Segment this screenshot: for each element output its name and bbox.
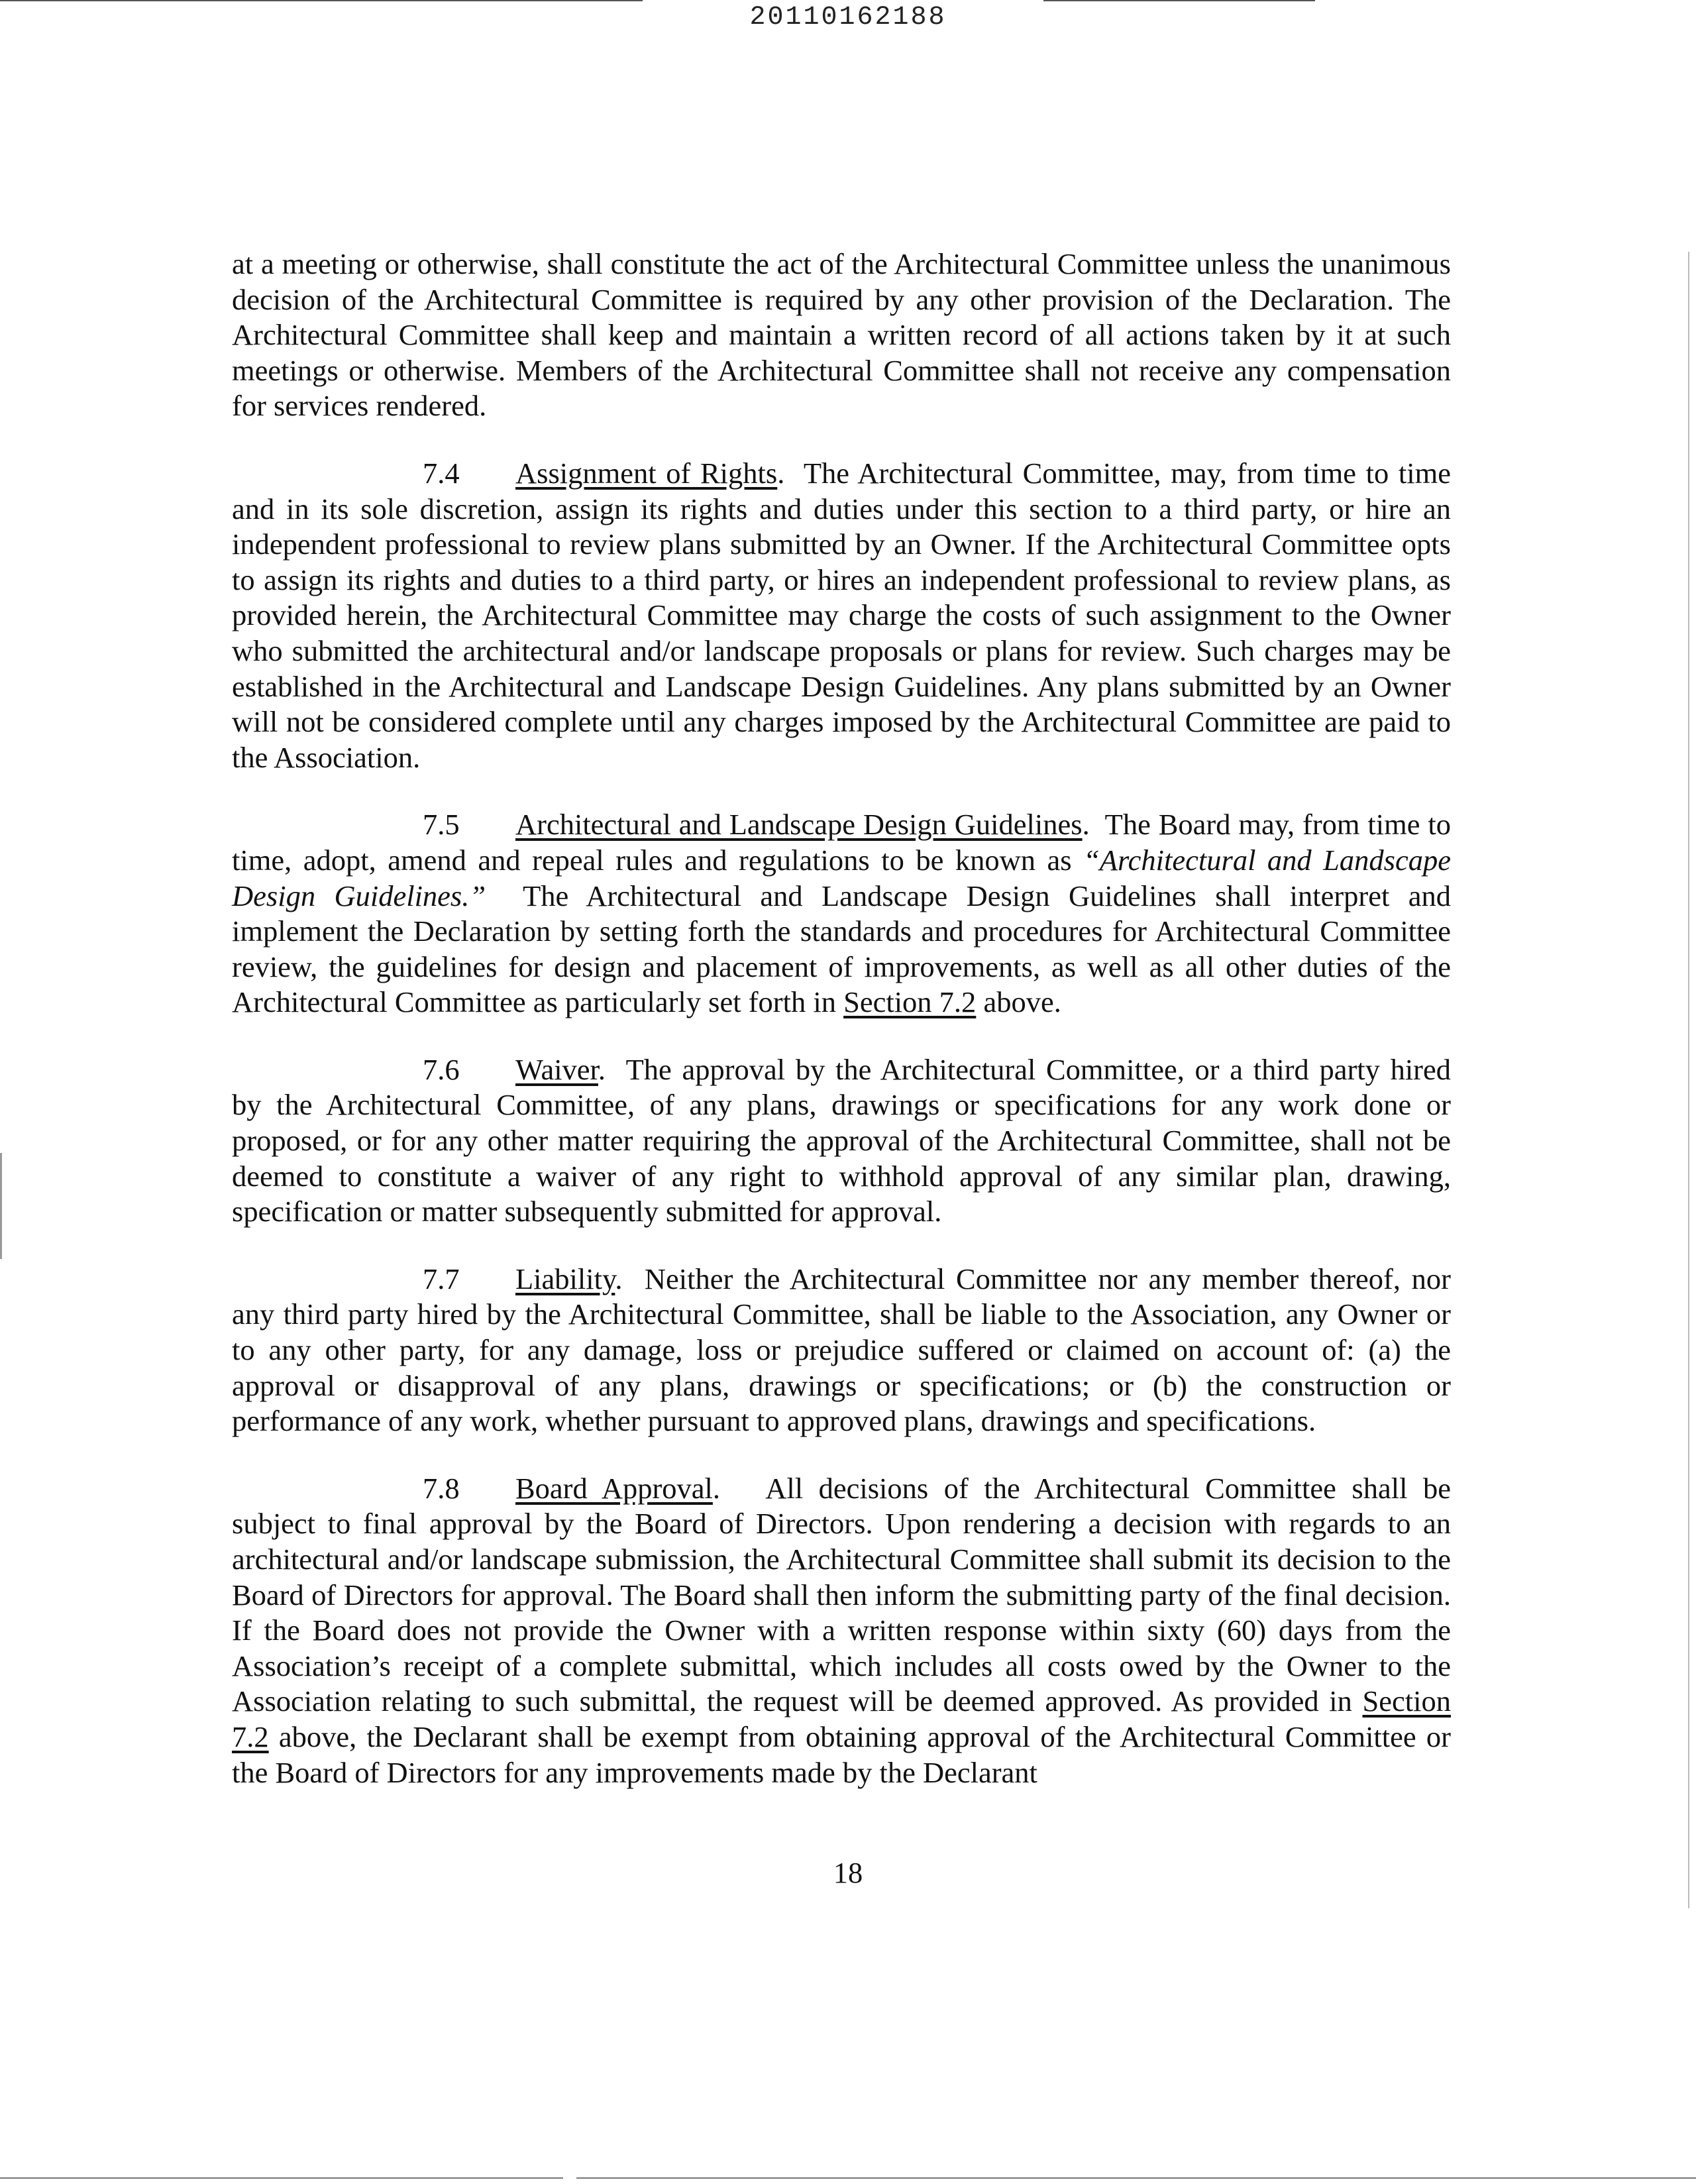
right-edge-mark (1688, 252, 1689, 1908)
opening-paragraph: at a meeting or otherwise, shall constitute the act of the Architectural Committee unless the unanimous decision of the Architectural Committee is required by any other provision of the Declaration. The Architectural Committee shall keep and maintain a written record of all actions taken by it at such meetings or otherwise. Members of the Architectural Committee shall not receive any compensation for services rendered. (232, 247, 1451, 423)
page-number: 18 (833, 1856, 863, 1889)
section-number: 7.6 (423, 1052, 460, 1086)
top-rule-left (0, 0, 643, 1)
section-text-end: above. (983, 985, 1061, 1019)
section-title: Board Approval (515, 1471, 713, 1505)
section-reference: Section 7.2 (843, 985, 977, 1019)
left-edge-mark (0, 1153, 2, 1259)
section-7-4: 7.4 Assignment of Rights. The Architectural Committee, may, from time to time and in its sole discretion, assign its rights and duties under this section to a third party, or hire an independent professional to review plans submitted by an Owner. If the Architectural Committee opts to assign its rights and duties to a third party, or hires an independent professional to review plans, as provided herein, the Architectural Committee may charge the costs of such assignment to the Owner who submitted the architectural and/or landscape proposals or plans for review. Such charges may be established in the Architectural and Landscape Design Guidelines. Any plans submitted by an Owner will not be considered complete until any charges imposed by the Architectural Committee are paid to the Association. (232, 456, 1451, 774)
section-text: Neither the Architectural Committee nor any member thereof, nor any third party hired by the Architectural Committee, shall be liable to the Association, any Owner or to any other party, for any damage, loss or prejudice suffered or claimed on account of: (a) the approval or disapproval of any plans, drawings or specifications; or (b) the construction or performance of any work, whether pursuant to approved plans, drawings and specifications. (232, 1262, 1451, 1438)
bottom-rule-right (576, 2177, 1696, 2179)
defined-term: “Architectural and Landscape Design Guidelines.” (232, 843, 1452, 912)
section-7-5: 7.5 Architectural and Landscape Design Guidelines. The Board may, from time to time, adopt, amend and repeal rules and regulations to be known as “Architectural and Landscape Design Guidelines.” The Architectural and Landscape Design Guidelines shall interpret and implement the Declaration by setting forth the standards and procedures for Architectural Committee review, the guidelines for design and placement of improvements, as well as all other duties of the Architectural Committee as particularly set forth in Section 7.2 above. (232, 808, 1452, 1019)
section-7-6: 7.6 Waiver. The approval by the Architectural Committee, or a third party hired by the Architectural Committee, of any plans, drawings or specifications for any work done or proposed, or for any other matter requiring the approval of the Architectural Committee, shall not be deemed to constitute a waiver of any right to withhold approval of any similar plan, drawing, specification or matter subsequently submitted for approval. (232, 1052, 1452, 1228)
section-7-8: 7.8 Board Approval. All decisions of the Architectural Committee shall be subject to final approval by the Board of Directors. Upon rendering a decision with regards to an architectural and/or landscape submission, the Architectural Committee shall submit its decision to the Board of Directors for approval. The Board shall then inform the submitting party of the final decision. If the Board does not provide the Owner with a written response within sixty (60) days from the Association’s receipt of a complete submittal, which includes all costs owed by the Owner to the Association relating to such submittal, the request will be deemed approved. As provided in Section 7.2 above, the Declarant shall be exempt from obtaining approval of the Architectural Committee or the Board of Directors for any improvements made by the Declarant (232, 1471, 1452, 1789)
document-body (232, 246, 1451, 1822)
section-text: The approval by the Architectural Committee, or a third party hired by the Architectural Committee, of any plans, drawings or specifications for any work done or proposed, or for any other matter requiring the approval of the Architectural Committee, shall not be deemed to constitute a waiver of any right to withhold approval of any similar plan, drawing, specification or matter subsequently submitted for approval. (232, 1052, 1452, 1228)
section-text: The Board may, from time to time, adopt, amend and repeal rules and regulations to be known as (232, 808, 1451, 877)
section-number: 7.8 (423, 1471, 460, 1505)
section-title: Waiver (515, 1052, 598, 1086)
section-title: Architectural and Landscape Design Guidelines (515, 808, 1083, 842)
section-7-7: 7.7 Liability. Neither the Architectural Committee nor any member thereof, nor any third party hired by the Architectural Committee, shall be liable to the Association, any Owner or to any other party, for any damage, loss or prejudice suffered or claimed on account of: (a) the approval or disapproval of any plans, drawings or specifications; or (b) the construction or performance of any work, whether pursuant to approved plans, drawings and specifications. (232, 1262, 1451, 1438)
document-number: 20110162188 (749, 3, 947, 32)
section-text-end: above, the Declarant shall be exempt from obtaining approval of the Architectural Committee or the Board of Directors for any improvements made by the Declarant (232, 1720, 1452, 1789)
section-number: 7.5 (423, 808, 460, 842)
top-rule-right (1043, 0, 1315, 1)
section-text-continued: The Architectural and Landscape Design Guidelines shall interpret and implement the Declaration by setting forth the standards and procedures for Architectural Committee review, the guidelines for design and placement of improvements, as well as all other duties of the Architectural Committee as particularly set forth in (232, 879, 1451, 1019)
section-text: All decisions of the Architectural Committee shall be subject to final approval by the Board of Directors. Upon rendering a decision with regards to an architectural and/or landscape submission, the Architectural Committee shall submit its decision to the Board of Directors for approval. The Board shall then inform the submitting party of the final decision. If the Board does not provide the Owner with a written response within sixty (60) days from the Association’s receipt of a complete submittal, which includes all costs owed by the Owner to the Association relating to such submittal, the request will be deemed approved. As provided in (232, 1471, 1451, 1718)
section-title: Assignment of Rights (515, 456, 778, 490)
section-number: 7.4 (423, 456, 460, 490)
section-reference: Section 7.2 (232, 1684, 1451, 1753)
section-title: Liability (515, 1262, 615, 1295)
bottom-rule-left (0, 2177, 563, 2179)
section-text: The Architectural Committee, may, from time to time and in its sole discretion, assign its rights and duties under this section to a third party, or hire an independent professional to review plans submitted by an Owner. If the Architectural Committee opts to assign its rights and duties to a third party, or hires an independent professional to review plans, as provided herein, the Architectural Committee may charge the costs of such assignment to the Owner who submitted the architectural and/or landscape proposals or plans for review. Such charges may be established in the Architectural and Landscape Design Guidelines. Any plans submitted by an Owner will not be considered complete until any charges imposed by the Architectural Committee are paid to the Association. (232, 456, 1451, 774)
section-number: 7.7 (423, 1262, 460, 1295)
